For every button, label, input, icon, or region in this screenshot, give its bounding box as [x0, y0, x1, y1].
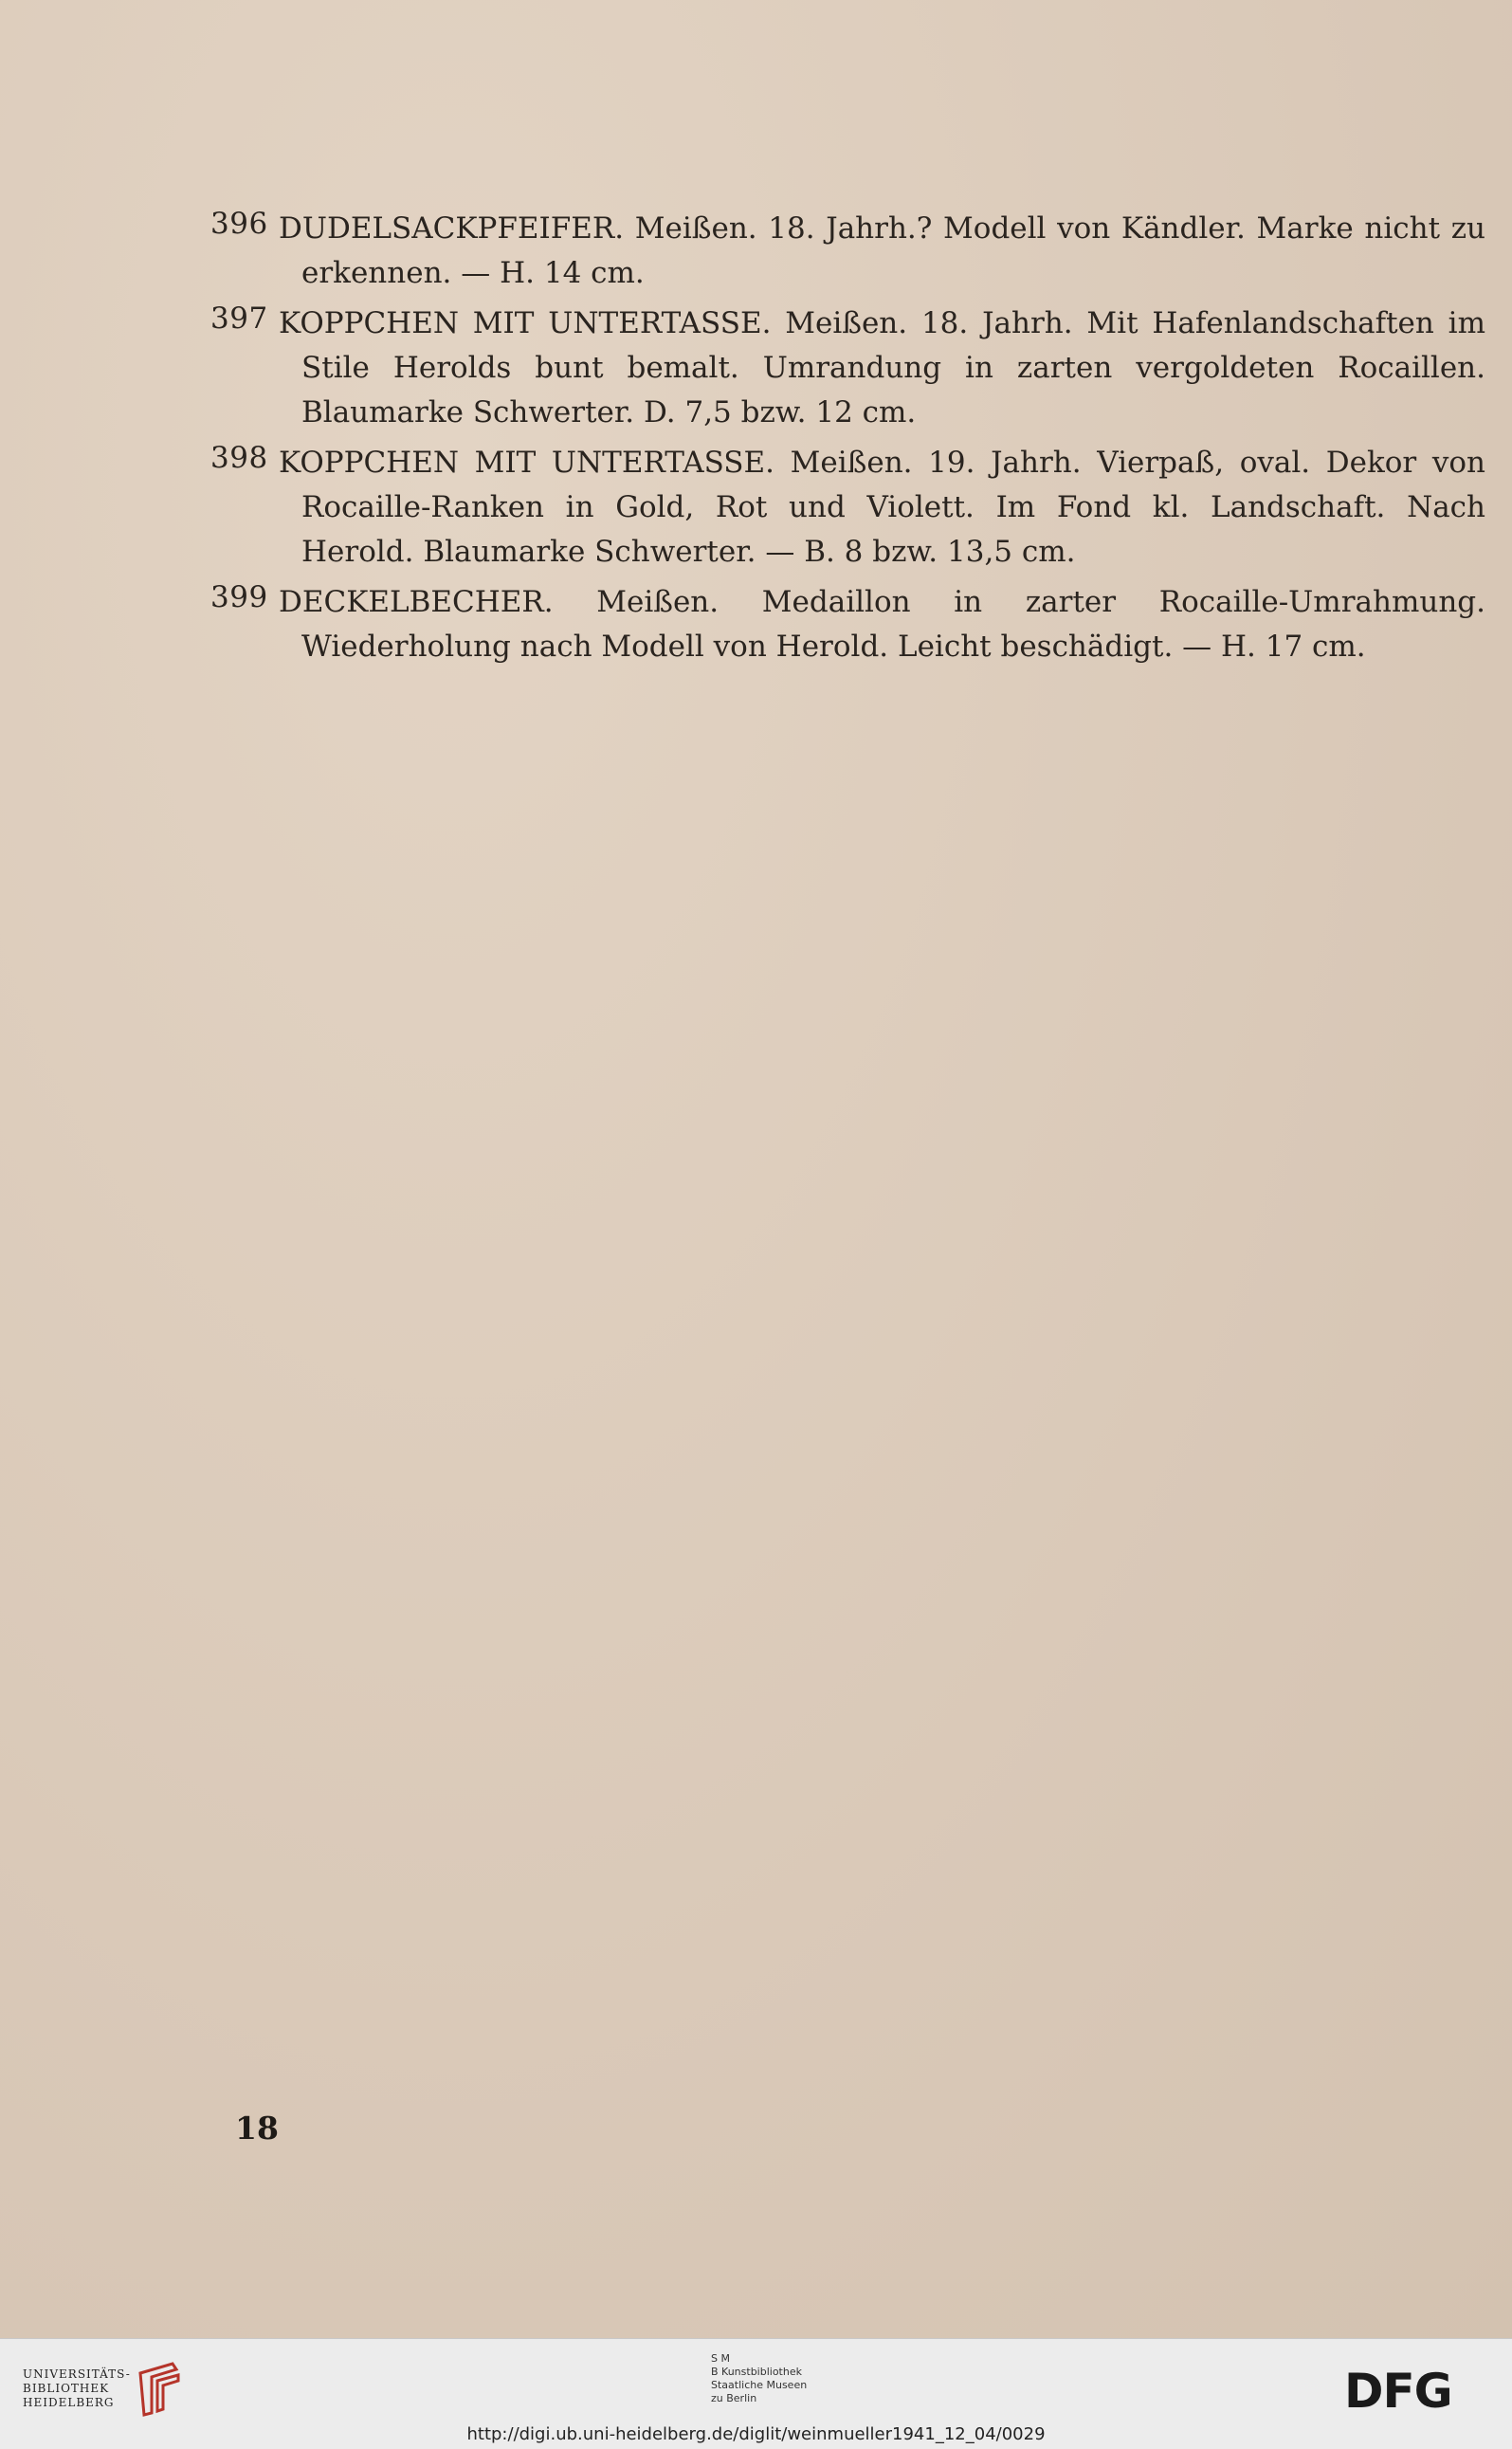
university-mark-icon: [135, 2360, 184, 2419]
staatliche-museen-logo[interactable]: S M B Kunstbibliothek Staatliche Museen zu Berlin: [711, 2352, 808, 2404]
university-library-logo[interactable]: UNIVERSITÄTS- BIBLIOTHEK HEIDELBERG: [23, 2367, 131, 2409]
catalog-entry: [210, 302, 1485, 435]
catalog-entry: [210, 207, 1485, 296]
entry-text: DECKELBECHER. Meißen. Medaillon in zarter Rocaille-Umrahmung. Wiederholung nach Modell von Herold. Leicht beschädigt. — H. 17 cm.: [279, 585, 1485, 664]
entry-number: 397: [210, 302, 268, 336]
viewer-footer: [0, 2338, 1512, 2449]
catalog-entry: [210, 580, 1485, 669]
entry-text: DUDELSACKPFEIFER. Meißen. 18. Jahrh.? Modell von Kändler. Marke nicht zu erkennen. — H. 14 cm.: [279, 211, 1485, 290]
catalog-entries: [210, 207, 1485, 675]
catalog-entry: [210, 441, 1485, 575]
entry-number: 396: [210, 207, 268, 241]
entry-number: 399: [210, 580, 268, 614]
entry-text: KOPPCHEN MIT UNTERTASSE. Meißen. 19. Jahrh. Vierpaß, oval. Dekor von Rocaille-Ranken in Gold, Rot und Violett. Im Fond kl. Landschaft. Nach Herold. Blaumarke Schwerter. — B. 8 bzw. 13,5 cm.: [279, 446, 1485, 569]
page-url-link[interactable]: http://digi.ub.uni-heidelberg.de/diglit/weinmueller1941_12_04/0029: [466, 2424, 1046, 2444]
entry-number: 398: [210, 441, 268, 475]
page-number: 18: [235, 2110, 279, 2147]
entry-text: KOPPCHEN MIT UNTERTASSE. Meißen. 18. Jahrh. Mit Hafenlandschaften im Stile Herolds bunt bemalt. Umrandung in zarten vergoldeten Rocaillen. Blaumarke Schwerter. D. 7,5 bzw. 12 cm.: [279, 306, 1485, 429]
dfg-logo[interactable]: DFG: [1344, 2364, 1452, 2419]
